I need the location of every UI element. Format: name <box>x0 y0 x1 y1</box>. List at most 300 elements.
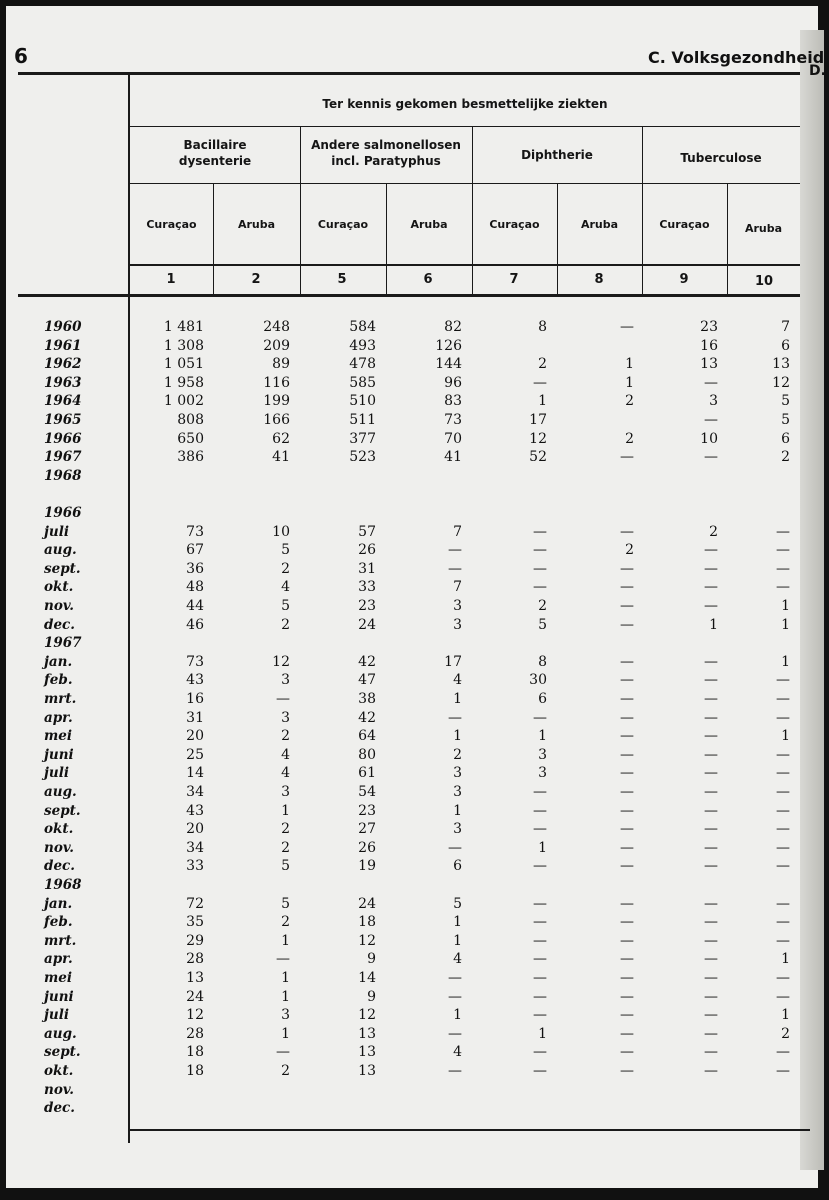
row-label: juli <box>44 1007 69 1024</box>
table-cell: 1 308 <box>163 337 204 354</box>
table-cell: — <box>620 932 634 949</box>
table-cell: 5 <box>538 616 547 633</box>
table-cell: 1 <box>281 932 290 949</box>
table-cell: — <box>620 319 634 335</box>
table-cell: 1 <box>281 1025 290 1042</box>
table-cell: — <box>533 821 547 838</box>
table-cell: — <box>620 1063 634 1079</box>
table-cell: — <box>776 523 790 540</box>
table-cell: — <box>533 895 547 912</box>
table-cell: 4 <box>453 672 462 689</box>
table-cell: 377 <box>349 430 376 447</box>
table-cell: 28 <box>186 1025 204 1042</box>
table-cell: 2 <box>281 616 290 633</box>
table-cell: 2 <box>709 523 718 540</box>
table-cell: — <box>533 970 547 986</box>
table-cell: 5 <box>281 542 290 559</box>
row-label: dec. <box>44 616 75 633</box>
table-cell: 57 <box>358 523 376 540</box>
table-cell: — <box>276 1044 290 1061</box>
table-cell: — <box>704 932 718 949</box>
row-label: dec. <box>44 858 75 875</box>
table-cell: — <box>620 858 634 875</box>
table-cell: 1 <box>625 374 634 391</box>
table-cell: 1 <box>781 653 790 670</box>
group-diphtherie <box>472 147 642 163</box>
table-cell: 1 <box>781 616 790 633</box>
table-cell: 1 <box>538 393 547 410</box>
table-cell: 42 <box>358 653 376 670</box>
table-cell: 13 <box>772 356 790 373</box>
table-cell: 24 <box>358 895 376 912</box>
table-cell: 35 <box>186 914 204 931</box>
table-cell: 3 <box>453 598 462 614</box>
table-cell: 33 <box>358 579 376 596</box>
table-cell: 493 <box>349 337 376 354</box>
table-cell: 2 <box>281 839 290 856</box>
table-cell: — <box>704 709 718 726</box>
table-cell: 1 <box>453 932 462 949</box>
subheader-curacao: Curaçao <box>489 218 540 231</box>
table-cell: 144 <box>435 356 462 373</box>
table-cell: 7 <box>453 579 462 596</box>
table-cell: — <box>704 858 718 875</box>
table-cell: 52 <box>529 449 547 466</box>
table-cell: — <box>533 914 547 931</box>
row-label: juni <box>44 988 74 1005</box>
table-cell: 12 <box>772 374 790 391</box>
table-cell: 6 <box>453 858 462 875</box>
header-bottom-rule <box>18 294 800 297</box>
table-cell: 89 <box>272 356 290 373</box>
row-label: aug. <box>44 542 77 559</box>
table-cell: 3 <box>709 393 718 410</box>
table-cell: 10 <box>272 523 290 540</box>
group-tuberculose <box>642 150 800 166</box>
table-cell: — <box>704 1044 718 1061</box>
header-vline <box>557 183 558 294</box>
row-label: mei <box>44 970 73 986</box>
table-cell: — <box>448 839 462 856</box>
table-cell: 3 <box>453 821 462 838</box>
table-cell: 73 <box>186 523 204 540</box>
table-cell: 12 <box>358 932 376 949</box>
table-cell: — <box>533 709 547 726</box>
table-cell: — <box>620 653 634 670</box>
table-cell: 116 <box>263 374 290 391</box>
table-cell: — <box>620 728 634 745</box>
table-cell: — <box>620 449 634 466</box>
table-cell: — <box>448 560 462 577</box>
table-cell: — <box>533 951 547 968</box>
table-cell: 584 <box>349 319 376 335</box>
row-label: dec. <box>44 1100 75 1117</box>
row-label: feb. <box>44 914 73 931</box>
table-cell: 73 <box>186 653 204 670</box>
table-cell: — <box>776 560 790 577</box>
row-label: 1966 <box>44 430 82 447</box>
table-cell: — <box>620 784 634 800</box>
table-cell: 510 <box>349 393 376 410</box>
table-cell: — <box>533 858 547 875</box>
table-cell: 3 <box>538 746 547 763</box>
table-cell: — <box>776 988 790 1005</box>
table-cell: 8 <box>538 319 547 335</box>
table-cell: 2 <box>538 598 547 614</box>
table-cell: 46 <box>186 616 204 633</box>
table-cell: 3 <box>453 784 462 800</box>
table-cell: 31 <box>186 709 204 726</box>
table-cell: — <box>533 542 547 559</box>
table-cell: — <box>704 653 718 670</box>
group-salmonellosen <box>300 137 472 169</box>
subheader-aruba: Aruba <box>410 218 448 231</box>
row-label: 1966 <box>44 505 82 521</box>
table-cell: — <box>704 765 718 782</box>
table-cell: — <box>776 914 790 931</box>
row-label: okt. <box>44 579 74 596</box>
table-cell: 64 <box>358 728 376 745</box>
subheader-aruba: Aruba <box>237 218 276 231</box>
table-cell: 8 <box>538 653 547 670</box>
row-label: nov. <box>44 839 75 856</box>
table-cell: 523 <box>349 449 376 466</box>
table-cell: — <box>620 598 634 614</box>
table-cell: — <box>704 579 718 596</box>
table-cell: 6 <box>781 430 790 447</box>
row-label: okt. <box>44 821 74 838</box>
table-cell: 1 <box>538 1025 547 1042</box>
bottom-rule <box>130 1129 810 1131</box>
table-cell: 25 <box>186 746 204 763</box>
column-number: 7 <box>509 272 519 287</box>
table-cell: 650 <box>177 430 204 447</box>
row-label: aug. <box>44 1025 77 1042</box>
table-cell: 33 <box>186 858 204 875</box>
row-label: 1967 <box>44 449 82 466</box>
table-cell: 24 <box>358 616 376 633</box>
row-label: juni <box>44 746 74 763</box>
row-label: 1965 <box>44 412 82 428</box>
table-cell: — <box>533 802 547 819</box>
row-label: 1961 <box>44 337 82 354</box>
table-cell: — <box>620 765 634 782</box>
table-cell: 34 <box>186 839 204 856</box>
table-cell: — <box>704 598 718 614</box>
table-cell: — <box>620 616 634 633</box>
table-cell: 6 <box>538 691 547 707</box>
table-cell: 1 958 <box>163 374 204 391</box>
table-cell: 14 <box>358 970 376 986</box>
table-cell: — <box>533 784 547 800</box>
row-label: sept. <box>44 560 81 577</box>
next-page-edge <box>800 30 824 1170</box>
table-cell: — <box>620 1044 634 1061</box>
table-cell: — <box>448 542 462 559</box>
table-cell: — <box>620 821 634 838</box>
group-label-line: Tuberculose <box>680 151 762 165</box>
table-cell: 126 <box>435 337 462 354</box>
table-cell: 83 <box>444 393 462 410</box>
column-number: 1 <box>166 272 176 287</box>
table-cell: 20 <box>186 728 204 745</box>
table-cell: 7 <box>781 319 790 335</box>
table-cell: — <box>776 784 790 800</box>
table-cell: 23 <box>358 802 376 819</box>
table-cell: 26 <box>358 542 376 559</box>
column-number: 5 <box>337 272 347 287</box>
table-cell: 3 <box>453 616 462 633</box>
table-cell: 808 <box>177 412 204 428</box>
table-cell: 5 <box>781 412 790 428</box>
table-cell: 13 <box>358 1044 376 1061</box>
table-cell: — <box>533 1044 547 1061</box>
subheader-aruba: Aruba <box>580 218 619 231</box>
table-cell: 13 <box>358 1025 376 1042</box>
table-cell: 4 <box>281 579 290 596</box>
subheader-curacao: Curaçao <box>317 218 369 231</box>
table-cell: 14 <box>186 765 204 782</box>
row-label: juli <box>44 765 69 782</box>
table-cell: 48 <box>186 579 204 596</box>
table-cell: — <box>704 895 718 912</box>
table-cell: 4 <box>453 1044 462 1061</box>
table-cell: 1 <box>781 728 790 745</box>
table-cell: — <box>704 1007 718 1024</box>
row-label: 1964 <box>44 393 82 410</box>
table-cell: 2 <box>281 1063 290 1079</box>
row-label: jan. <box>44 653 73 670</box>
table-cell: 44 <box>186 598 204 614</box>
table-cell: 3 <box>538 765 547 782</box>
table-cell: 31 <box>358 560 376 577</box>
table-cell: — <box>276 691 290 707</box>
table-cell: — <box>620 560 634 577</box>
table-cell: — <box>704 839 718 856</box>
table-cell: 73 <box>444 412 462 428</box>
table-cell: — <box>620 970 634 986</box>
table-cell: 1 <box>453 1007 462 1024</box>
section-title: C. Volksgezondheid <box>648 48 825 67</box>
table-cell: — <box>776 858 790 875</box>
table-cell: 5 <box>281 895 290 912</box>
table-cell: 62 <box>272 430 290 447</box>
table-cell: — <box>533 988 547 1005</box>
subheader-aruba: Aruba <box>744 222 783 235</box>
row-label: sept. <box>44 802 81 819</box>
table-cell: — <box>448 970 462 986</box>
table-cell: — <box>533 1063 547 1079</box>
row-label: sept. <box>44 1044 81 1061</box>
table-cell: — <box>620 839 634 856</box>
table-cell: 2 <box>281 821 290 838</box>
table-cell: 20 <box>186 821 204 838</box>
table-cell: 10 <box>700 430 718 447</box>
table-cell: 1 <box>538 839 547 856</box>
table-cell: 166 <box>263 412 290 428</box>
table-cell: 1 051 <box>163 356 204 373</box>
table-cell: — <box>704 970 718 986</box>
table-cell: 12 <box>529 430 547 447</box>
table-cell: 4 <box>281 746 290 763</box>
row-label: apr. <box>44 709 73 726</box>
table-cell: 3 <box>281 784 290 800</box>
table-cell: 2 <box>625 542 634 559</box>
table-cell: — <box>533 932 547 949</box>
table-cell: 3 <box>281 1007 290 1024</box>
table-cell: — <box>776 1063 790 1079</box>
table-cell: — <box>704 802 718 819</box>
table-cell: 12 <box>186 1007 204 1024</box>
table-cell: 18 <box>358 914 376 931</box>
table-cell: 41 <box>272 449 290 466</box>
row-label: okt. <box>44 1063 74 1079</box>
next-page-section-letter: D. <box>809 63 826 79</box>
table-cell: — <box>776 839 790 856</box>
table-cell: 12 <box>272 653 290 670</box>
header-vline <box>386 183 387 294</box>
table-cell: 2 <box>781 449 790 466</box>
table-cell: 24 <box>186 988 204 1005</box>
subheader-curacao: Curaçao <box>659 218 710 231</box>
group-label-line: Diphtherie <box>521 148 593 162</box>
table-title: Ter kennis gekomen besmettelijke ziekten <box>322 97 608 111</box>
table-cell: 41 <box>444 449 462 466</box>
table-cell: — <box>620 895 634 912</box>
page-number: 6 <box>14 44 28 68</box>
table-cell: 47 <box>358 672 376 689</box>
table-cell: 1 <box>281 970 290 986</box>
table-cell: 61 <box>358 765 376 782</box>
table-cell: — <box>620 914 634 931</box>
table-cell: 6 <box>781 337 790 354</box>
row-label: mrt. <box>44 932 77 949</box>
table-cell: — <box>704 374 718 391</box>
table-cell: 2 <box>625 393 634 410</box>
table-cell: 13 <box>358 1063 376 1079</box>
table-cell: 1 <box>709 616 718 633</box>
row-label: 1968 <box>44 877 82 893</box>
table-cell: 2 <box>281 560 290 577</box>
table-cell: 42 <box>358 709 376 726</box>
table-cell: 1 <box>781 598 790 614</box>
table-cell: — <box>448 1025 462 1042</box>
table-cell: 23 <box>358 598 376 614</box>
table-cell: — <box>776 765 790 782</box>
table-cell: — <box>533 374 547 391</box>
table-cell: 1 <box>453 914 462 931</box>
table-cell: — <box>776 802 790 819</box>
table-cell: — <box>533 1007 547 1024</box>
table-cell: 2 <box>625 430 634 447</box>
table-cell: — <box>776 895 790 912</box>
table-cell: 1 <box>781 1007 790 1024</box>
table-cell: 27 <box>358 821 376 838</box>
row-label: 1963 <box>44 374 82 391</box>
table-cell: 72 <box>186 895 204 912</box>
table-cell: 1 <box>453 802 462 819</box>
table-cell: 199 <box>263 393 290 410</box>
table-cell: 3 <box>453 765 462 782</box>
table-cell: — <box>620 1007 634 1024</box>
table-cell: 17 <box>529 412 547 428</box>
table-cell: — <box>448 1063 462 1079</box>
group-bacillaire-dysenterie <box>130 137 300 169</box>
table-cell: — <box>704 784 718 800</box>
row-label: mei <box>44 728 73 745</box>
table-cell: 7 <box>453 523 462 540</box>
row-label: mrt. <box>44 691 77 707</box>
table-cell: — <box>620 579 634 596</box>
table-cell: 5 <box>281 858 290 875</box>
row-label: juli <box>44 523 69 540</box>
table-cell: 18 <box>186 1063 204 1079</box>
table-cell: 3 <box>281 709 290 726</box>
table-cell: — <box>704 988 718 1005</box>
table-cell: 13 <box>700 356 718 373</box>
table-cell: 16 <box>186 691 204 707</box>
table-cell: 5 <box>781 393 790 410</box>
table-cell: 2 <box>538 356 547 373</box>
table-cell: 67 <box>186 542 204 559</box>
table-cell: — <box>533 560 547 577</box>
table-cell: 1 <box>781 951 790 968</box>
column-number: 10 <box>754 274 774 289</box>
subheader-underline <box>130 264 800 266</box>
table-cell: 5 <box>453 895 462 912</box>
row-label: apr. <box>44 951 73 968</box>
table-cell: 2 <box>453 746 462 763</box>
table-cell: — <box>448 709 462 726</box>
table-cell: — <box>533 579 547 596</box>
top-rule <box>18 72 800 75</box>
column-number: 2 <box>251 272 261 287</box>
group-label-line: dysenterie <box>178 154 252 168</box>
row-label: jan. <box>44 895 73 912</box>
table-cell: — <box>776 542 790 559</box>
table-cell: — <box>704 691 718 707</box>
table-cell: — <box>704 728 718 745</box>
table-cell: 478 <box>349 356 376 373</box>
table-cell: — <box>620 523 634 540</box>
table-cell: — <box>776 691 790 707</box>
table-cell: — <box>704 951 718 968</box>
table-cell: 1 <box>625 356 634 373</box>
title-underline <box>130 126 800 127</box>
table-cell: — <box>620 988 634 1005</box>
table-cell: — <box>704 560 718 577</box>
table-cell: 4 <box>281 765 290 782</box>
table-cell: 34 <box>186 784 204 800</box>
table-cell: 70 <box>444 430 462 447</box>
header-vline <box>213 183 214 294</box>
table-cell: 4 <box>453 951 462 968</box>
table-cell: 43 <box>186 672 204 689</box>
table-cell: — <box>704 672 718 689</box>
table-cell: — <box>704 746 718 763</box>
table-cell: — <box>620 951 634 968</box>
table-cell: — <box>776 821 790 838</box>
table-cell: — <box>533 523 547 540</box>
table-cell: — <box>704 412 718 428</box>
table-cell: 9 <box>367 988 376 1005</box>
table-cell: — <box>704 1025 718 1042</box>
table-cell: — <box>620 746 634 763</box>
table-cell: — <box>620 672 634 689</box>
table-cell: 2 <box>281 728 290 745</box>
table-cell: — <box>704 821 718 838</box>
table-cell: 23 <box>700 319 718 335</box>
